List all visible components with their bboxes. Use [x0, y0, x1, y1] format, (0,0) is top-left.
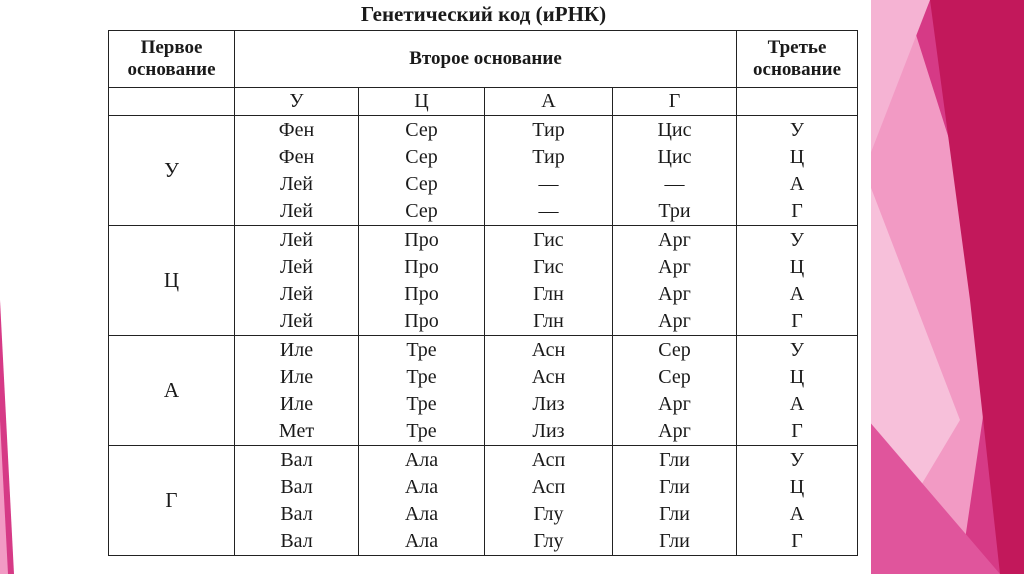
amino-acid: Лей — [279, 283, 313, 305]
amino-acid: Сер — [405, 200, 438, 222]
third-base-label: У — [789, 339, 805, 361]
second-base-label: Ц — [359, 88, 485, 116]
amino-acid: Три — [658, 200, 691, 222]
third-base-label: А — [789, 173, 805, 195]
third-base-label: Ц — [789, 476, 805, 498]
empty-cell — [109, 88, 235, 116]
amino-acid: Сер — [405, 173, 438, 195]
amino-acid: — — [664, 173, 685, 195]
amino-acid: Сер — [658, 339, 691, 361]
amino-acid-cell — [613, 226, 737, 336]
amino-acid: Тре — [406, 420, 437, 442]
amino-acid: Глу — [533, 530, 564, 552]
first-base-label: Ц — [109, 226, 235, 336]
amino-acid: Фен — [278, 146, 315, 168]
amino-acid: Глу — [533, 503, 564, 525]
genetic-code-table — [108, 30, 858, 556]
third-base-cell — [737, 336, 858, 446]
first-base-label: Г — [109, 446, 235, 556]
amino-acid-cell — [613, 446, 737, 556]
amino-acid: Вал — [280, 449, 313, 471]
amino-acid: Лей — [279, 229, 313, 251]
amino-acid: Асн — [531, 339, 566, 361]
third-base-label: Ц — [789, 146, 805, 168]
amino-acid: Глн — [533, 283, 564, 305]
amino-acid: Асп — [531, 449, 566, 471]
amino-acid: Лей — [279, 256, 313, 278]
table-row — [109, 446, 858, 556]
amino-acid: Вал — [280, 476, 313, 498]
amino-acid: Иле — [279, 366, 314, 388]
amino-acid-cell — [613, 336, 737, 446]
amino-acid: — — [538, 200, 559, 222]
amino-acid: Лей — [279, 200, 313, 222]
third-base-label: Г — [791, 420, 803, 442]
amino-acid: Гли — [659, 503, 690, 525]
amino-acid-cell — [613, 116, 737, 226]
third-base-label: А — [789, 393, 805, 415]
amino-acid: Гли — [659, 449, 690, 471]
amino-acid: Лей — [279, 310, 313, 332]
amino-acid: — — [538, 173, 559, 195]
amino-acid: Ала — [404, 449, 439, 471]
amino-acid-cell — [485, 116, 613, 226]
second-base-label: А — [485, 88, 613, 116]
amino-acid: Арг — [658, 393, 691, 415]
amino-acid: Тре — [406, 366, 437, 388]
amino-acid: Лиз — [532, 420, 565, 442]
third-base-label: Г — [791, 530, 803, 552]
amino-acid: Лиз — [532, 393, 565, 415]
amino-acid-cell — [485, 446, 613, 556]
amino-acid: Тир — [532, 146, 565, 168]
amino-acid: Арг — [658, 283, 691, 305]
amino-acid-cell — [235, 226, 359, 336]
amino-acid: Сер — [405, 119, 438, 141]
third-base-label: Ц — [789, 256, 805, 278]
amino-acid: Фен — [278, 119, 315, 141]
amino-acid-cell — [359, 446, 485, 556]
amino-acid-cell — [485, 336, 613, 446]
first-base-label: У — [109, 116, 235, 226]
table-row — [109, 226, 858, 336]
third-base-label: У — [789, 449, 805, 471]
amino-acid: Арг — [658, 229, 691, 251]
amino-acid: Про — [404, 229, 439, 251]
amino-acid: Тре — [406, 339, 437, 361]
amino-acid: Лей — [279, 173, 313, 195]
amino-acid: Тре — [406, 393, 437, 415]
amino-acid-cell — [359, 116, 485, 226]
third-base-label: Ц — [789, 366, 805, 388]
amino-acid: Арг — [658, 256, 691, 278]
third-base-cell — [737, 116, 858, 226]
amino-acid: Ала — [404, 476, 439, 498]
amino-acid: Вал — [280, 530, 313, 552]
amino-acid: Иле — [279, 393, 314, 415]
amino-acid-cell — [235, 116, 359, 226]
amino-acid: Сер — [405, 146, 438, 168]
amino-acid: Про — [404, 283, 439, 305]
amino-acid: Ала — [404, 503, 439, 525]
amino-acid-cell — [359, 336, 485, 446]
amino-acid: Цис — [657, 119, 692, 141]
second-base-row — [109, 88, 858, 116]
amino-acid: Асн — [531, 366, 566, 388]
amino-acid: Гли — [659, 476, 690, 498]
third-base-label: У — [789, 229, 805, 251]
header-third-base: Третье основание — [737, 31, 858, 88]
amino-acid: Арг — [658, 310, 691, 332]
second-base-label: У — [235, 88, 359, 116]
third-base-label: А — [789, 283, 805, 305]
table-row — [109, 336, 858, 446]
amino-acid: Иле — [279, 339, 314, 361]
amino-acid: Гис — [533, 256, 564, 278]
table-row — [109, 116, 858, 226]
document-page — [96, 0, 871, 574]
amino-acid: Глн — [533, 310, 564, 332]
first-base-label: А — [109, 336, 235, 446]
amino-acid: Сер — [658, 366, 691, 388]
amino-acid-cell — [485, 226, 613, 336]
third-base-label: Г — [791, 200, 803, 222]
amino-acid: Вал — [280, 503, 313, 525]
amino-acid: Тир — [532, 119, 565, 141]
amino-acid: Гис — [533, 229, 564, 251]
header-second-base: Второе основание — [235, 31, 737, 88]
amino-acid-cell — [235, 446, 359, 556]
amino-acid: Ала — [404, 530, 439, 552]
empty-cell — [737, 88, 858, 116]
amino-acid: Про — [404, 310, 439, 332]
amino-acid-cell — [359, 226, 485, 336]
header-row — [109, 31, 858, 88]
second-base-label: Г — [613, 88, 737, 116]
amino-acid: Арг — [658, 420, 691, 442]
page-title: Генетический код (иРНК) — [360, 2, 607, 26]
header-first-base: Первое основание — [109, 31, 235, 88]
third-base-cell — [737, 226, 858, 336]
third-base-cell — [737, 446, 858, 556]
third-base-label: У — [789, 119, 805, 141]
amino-acid: Мет — [278, 420, 315, 442]
amino-acid: Гли — [659, 530, 690, 552]
amino-acid: Цис — [657, 146, 692, 168]
third-base-label: Г — [791, 310, 803, 332]
amino-acid: Про — [404, 256, 439, 278]
amino-acid: Асп — [531, 476, 566, 498]
third-base-label: А — [789, 503, 805, 525]
amino-acid-cell — [235, 336, 359, 446]
